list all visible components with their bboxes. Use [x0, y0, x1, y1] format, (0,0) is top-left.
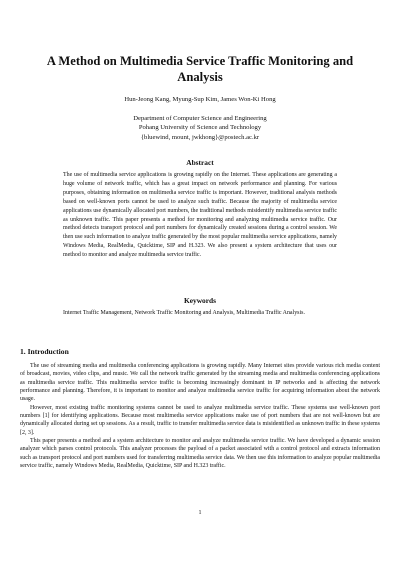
abstract-heading: Abstract	[186, 158, 214, 167]
paper-title: A Method on Multimedia Service Traffic Monitoring and Analysis	[46, 54, 354, 84]
intro-paragraph: However, most existing traffic monitoring systems cannot be used to analyze multimedia service traffic. These systems use well-known port numbers [1] for identifying applications. Because most multimedia service applications make use of port numbers that are not well-known but are dynamically allocated during set up sessions. As a result, traffic to transfer multimedia service data is misidentified as unknown traffic in these systems [2, 3].	[20, 404, 380, 436]
introduction-heading: 1. Introduction	[20, 347, 69, 356]
keywords-heading: Keywords	[183, 296, 217, 305]
keywords-text: Internet Traffic Management, Network Traffic Monitoring and Analysis, Multimedia Traffic Analysis.	[63, 310, 305, 316]
introduction-body	[20, 362, 380, 470]
affiliation-block	[40, 114, 360, 142]
author-list: Hun-Jeong Kang, Myung-Sup Kim, James Won-Ki Hong	[124, 96, 276, 103]
university: Pohang University of Science and Technology	[138, 124, 262, 132]
abstract-text: The use of multimedia service applications is growing rapidly on the Internet. These applications are generating a huge volume of network traffic, which has a great impact on network performance and planning. For various purposes, obtaining information on multimedia service traffic is important. However, traditional analysis methods based on well-known ports cannot be used to analyze such traffic. Because the majority of multimedia service applications use dynamically allocated port numbers, the traditional methods misidentify multimedia service traffic as unknown traffic. This paper presents a method for monitoring and analyzing multimedia service traffic. Our method detects transport protocol and port numbers for dynamically created sessions during a control session. We then use such information to analyze traffic generated by the most popular multimedia service applications, namely Windows Media, RealMedia, Quicktime, SIP and H.323. We also present a system architecture that uses our method to monitor and analyze multimedia service traffic.	[63, 172, 337, 259]
author-emails: {bluewind, mount, jwkhong}@postech.ac.kr	[140, 133, 260, 141]
intro-paragraph: This paper presents a method and a system architecture to monitor and analyze multimedia service traffic. We have developed a dynamic session analyzer which parses control protocols. This analyzer processes the payload of a packet associated with a control protocol and extracts information such as transport protocol and port numbers used for transferring multimedia service data. We then use this information to analyze popular multimedia service traffic, namely Windows Media, RealMedia, Quicktime, SIP and H.323 traffic.	[20, 438, 380, 470]
page-number: 1	[198, 510, 202, 516]
department: Department of Computer Science and Engineering	[133, 115, 267, 122]
intro-paragraph: The use of streaming media and multimedia conferencing applications is growing rapidly. Many Internet sites provide various rich media content of broadcast, movies, video clips, and music. We call the network traffic generated by the streaming media and multimedia conferencing applications as multimedia service traffic. This multimedia service traffic is becoming increasingly dominant in IP networks and is affecting the network performance and planning. Therefore, it is important to monitor and analyze multimedia service traffic for acquiring information about the network usage.	[20, 363, 380, 403]
